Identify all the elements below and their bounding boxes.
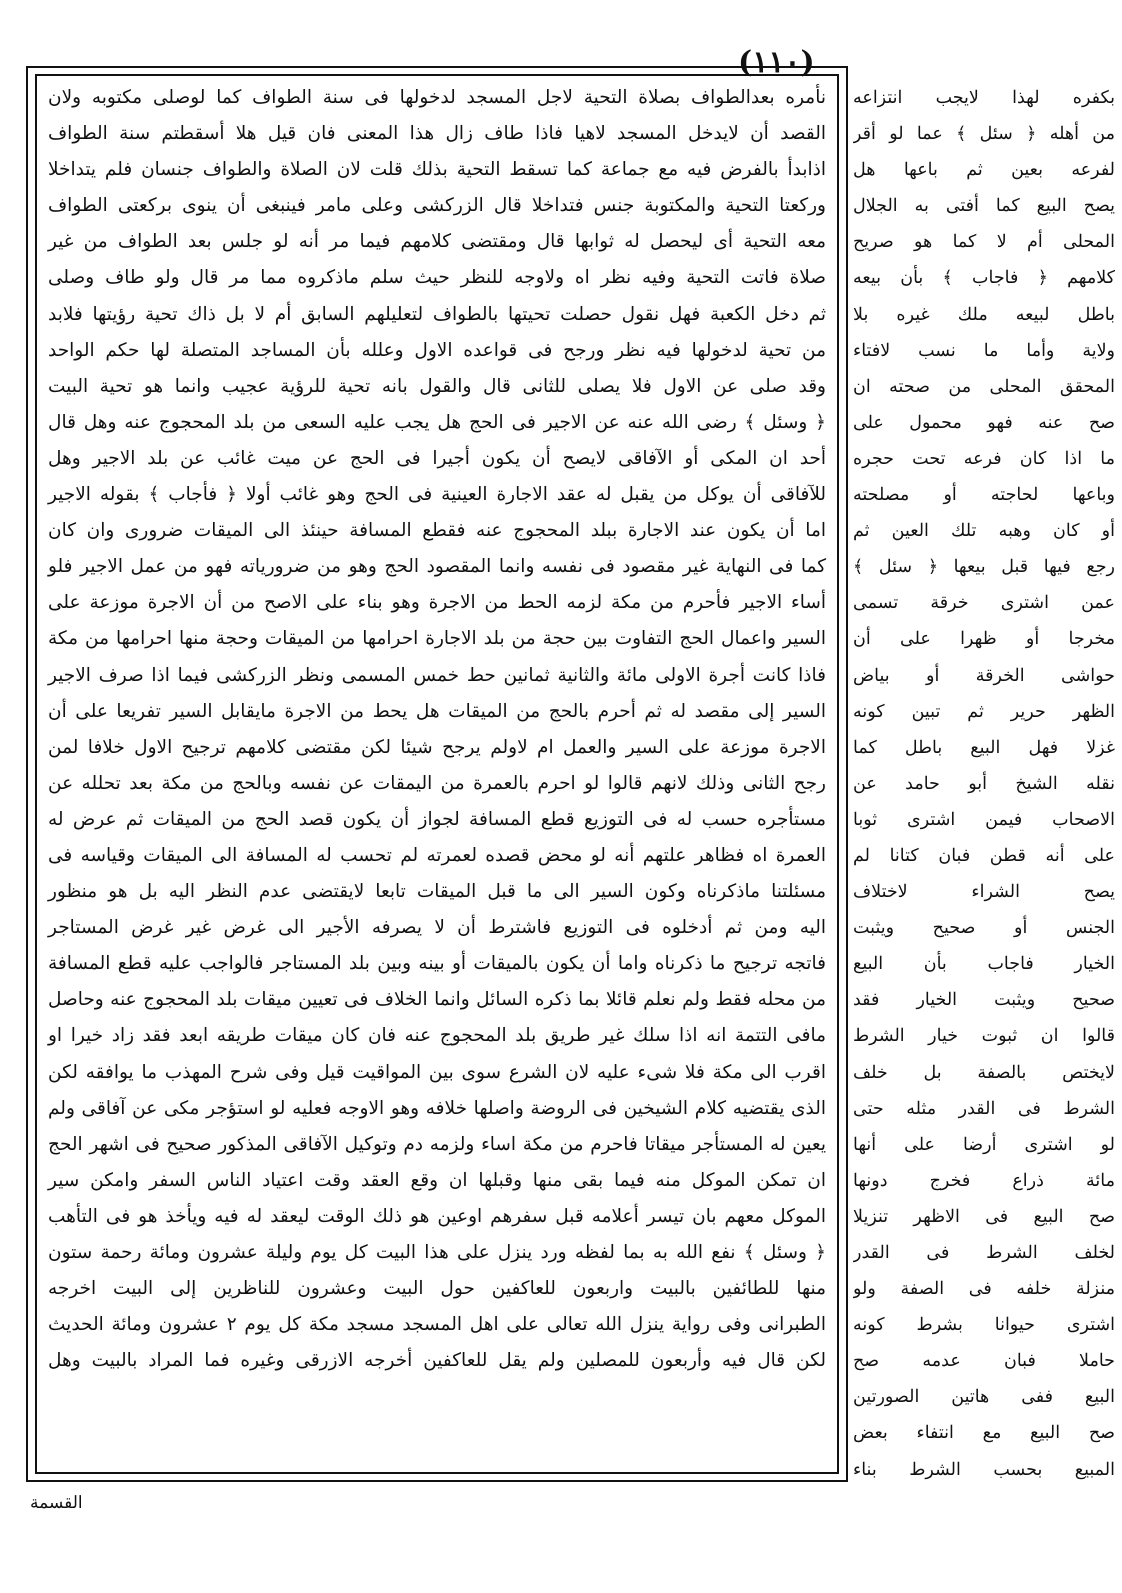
page-number: (١١٠) <box>738 45 815 80</box>
margin-text-line: صح البيع مع انتفاء بعض <box>853 1423 1115 1444</box>
margin-text-line: الجنس أو صحيح ويثبت <box>853 918 1115 939</box>
margin-text-line: الشرط فى القدر مثله حتى <box>853 1098 1115 1119</box>
main-text-line: فاتجه ترجيح ما ذكرناه واما أن يكون بالميقات أو بينه وبين بلد المستاجر فالواجب عليه قطع المسافة <box>48 953 826 975</box>
margin-text-line: أو كان وهبه تلك العين ثم <box>853 521 1115 542</box>
margin-text-line: لو اشترى أرضا على أنها <box>853 1134 1115 1155</box>
main-text-line: اليه ومن ثم أدخلوه فى التوزيع فاشترط أن لا يصرفه الأجير الى غرض غير غرض المستاجر <box>48 917 826 939</box>
main-text-line: للآفاقى أن يوكل من يقبل له عقد الاجارة العينية فى الحج وهو غائب أولا ﴿ فأجاب ﴾ بقوله الاجير <box>48 484 826 506</box>
margin-text-line: لايختص بالصفة بل خلف <box>853 1062 1115 1083</box>
margin-text-line: يصح البيع كما أفتى به الجلال <box>853 196 1115 217</box>
margin-text-line: يصح الشراء لاختلاف <box>853 882 1115 903</box>
margin-text-line: لخلف الشرط فى القدر <box>853 1243 1115 1263</box>
main-text-line: مستأجره حسب له فى التوزيع قطع المسافة لجواز أن يكون قصد الحج من الميقات ثم عرض له <box>48 808 826 830</box>
main-text-line: أساء الاجير فأحرم من مكة لزمه الحط من الاجرة وهو بناء على الاصح من أن الاجرة موزعة على <box>48 592 826 614</box>
margin-text-line: مائة ذراع فخرج دونها <box>853 1170 1115 1191</box>
main-text-line: الطبرانى وفى رواية ينزل الله تعالى على اهل المسجد مسجد مكة كل يوم ٢ عشرون ومائة الحديث <box>48 1314 827 1336</box>
main-text-line: ان تمكن الموكل منه فيما بقى منها وقبلها ان وقع العقد وقت اعتياد الناس السفر وامكن سير <box>48 1169 826 1191</box>
main-text-line: من محله فقط ولم نعلم قائلا بما ذكره السائل وانما الخلاف فى تعيين ميقات بلد المحجوج عنه وحاصل <box>48 989 826 1011</box>
main-text-line: رجح الثانى وذلك لانهم قالوا لو احرم بالعمرة من اليمقات عن نفسه وبالحج من مكة بعد تحلله عن <box>48 772 826 794</box>
main-text-line: أحد ان المكى أو الآفاقى لايصح أن يكون أجيرا فى الحج عن ميت غائب عن بلد الاجير وهل <box>48 447 826 469</box>
main-text-line: لكن قال فيه وأربعون للمصلين ولم يقل للعاكفين أخرجه الازرقى وغيره فما المراد بالبيت وهل <box>48 1350 826 1372</box>
catchword: القسمة <box>30 1493 83 1513</box>
margin-text-line: وباعها لحاجته أو مصلحته <box>853 485 1115 506</box>
main-text-line: ﴿ وسئل ﴾ رضى الله عنه عن الاجير فى الحج هل يجب عليه السعى من بلد المحجوج عنه وهل قال <box>48 411 826 433</box>
main-text-line: منها للطائفين بالبيت واربعون للعاكفين حول البيت وعشرون للناظرين إلى البيت اخرجه <box>48 1278 826 1300</box>
margin-text-line: ما اذا كان فرعه تحت حجره <box>853 448 1115 469</box>
main-text-line: السير واعمال الحج التفاوت بين حجة من بلد الاجارة احرامها من الميقات وحجة منها احرامها من مكة <box>48 628 826 650</box>
margin-text-line: نقله الشيخ أبو حامد عن <box>853 773 1115 794</box>
margin-text-line: المحلى أم لا كما هو صريح <box>853 232 1115 253</box>
main-text-line: ﴿ وسئل ﴾ نفع الله به بما لفظه ورد ينزل على هذا البيت كل يوم وليلة عشرون ومائة رحمة ستون <box>48 1242 826 1263</box>
margin-text-line: من أهله ﴿ سئل ﴾ عما لو أقر <box>853 124 1115 145</box>
main-text-column <box>40 80 834 1472</box>
main-text-line: اما أن يكون عند الاجارة ببلد المحجوج عنه فقطع المسافة حينئذ الى الميقات ضرورى وان كان <box>48 520 826 542</box>
main-text-line: وقد صلى عن الاول فلا يصلى للثانى قال والقول بانه تحية للرؤية عجيب وانما هو تحية البيت <box>48 375 826 397</box>
main-text-line: العمرة اه فظاهر علتهم أنه لو محض قصده لعمرته لم تحسب له المسافة الى الميقات وقياسه فى <box>48 844 826 866</box>
main-text-line: اذابدأ بالفرض فيه مع جماعة كما تسقط التحية بذلك قلت لان الصلاة والطواف جنسان فلم يتداخلا <box>48 159 826 181</box>
margin-text-line: لفرعه بعين ثم باعها هل <box>853 160 1115 181</box>
margin-text-line: قالوا ان ثبوت خيار الشرط <box>853 1026 1115 1047</box>
margin-text-line: على أنه قطن فبان كتانا لم <box>853 845 1115 866</box>
margin-text-line: حاملا فبان عدمه صح <box>853 1351 1115 1372</box>
margin-text-line: بكفره لهذا لايجب انتزاعه <box>853 88 1115 108</box>
main-text-line: مافى التتمة انه اذا سلك غير طريق بلد المحجوج عنه فان كان ميقات طريقه ابعد فقد زاد خيرا او <box>48 1025 826 1047</box>
main-text-line: ثم دخل الكعبة فهل نقول حصلت تحيتها بالطواف لتعليلهم السابق أم لا بل ذاك تحية رؤيتها فلابد <box>48 303 826 325</box>
margin-text-line: الاصحاب فيمن اشترى ثوبا <box>853 809 1115 830</box>
margin-text-line: الظهر حرير ثم تبين كونه <box>853 701 1115 722</box>
margin-text-line: البيع ففى هاتين الصورتين <box>853 1387 1115 1408</box>
main-text-line: يعين له المستأجر ميقاتا فاحرم من مكة اساء ولزمه دم وتوكيل الآفاقى المذكور صحيح فى اشهر الحج <box>48 1133 826 1155</box>
margin-text-line: صح عنه فهو محمول على <box>853 412 1115 433</box>
margin-text-line: منزلة خلفه فى الصفة ولو <box>853 1279 1115 1300</box>
margin-text-line: باطل لبيعه ملك غيره بلا <box>853 304 1115 325</box>
main-text-line: مسئلتنا ماذكرناه وكون السير الى ما قبل الميقات تابعا لايقتضى عدم النظر اليه بل هو منظور <box>48 881 826 903</box>
main-text-line: الاجرة موزعة على السير والعمل ام لاولم يرجح شيئا لكن مقتضى كلامهم ترجيح الاول خلافا لمن <box>48 736 826 758</box>
main-text-line: كما فى النهاية غير مقصود فى نفسه وانما المقصود الحج وهو من ضرورياته فهو من عمل الاجير فلو <box>48 556 826 578</box>
main-text-line: معه التحية أى ليحصل له ثوابها قال ومقتضى كلامهم فيما مر أنه لو جلس بعد الطواف من غير <box>48 231 826 253</box>
main-text-line: نأمره بعدالطواف بصلاة التحية لاجل المسجد لدخولها فى سنة الطواف كما لوصلى مكتوبه ولان <box>48 87 826 108</box>
margin-text-line: الخيار فاجاب بأن البيع <box>853 954 1115 975</box>
margin-text-line: كلامهم ﴿ فاجاب ﴾ بأن بيعه <box>853 268 1115 289</box>
main-text-line: الموكل معهم بان تيسر أعلامه قبل سفرهم اوعين هو ذلك الوقت ليعقد له فيه ويأخذ هو فى التأهب <box>48 1205 826 1227</box>
main-text-line: السير إلى مقصد له ثم أحرم بالحج من الميقات هل يحط من الاجرة مايقابل السير تفريعا على أن <box>48 700 826 722</box>
margin-text-line: المحقق المحلى من صحته ان <box>853 376 1115 397</box>
main-text-line: اقرب الى مكة فلا شىء عليه لان الشرع سوى بين المواقيت قيل وفى شرح المهذب ما يوافقه لكن <box>48 1061 826 1083</box>
margin-text-line: حواشى الخرقة أو بياض <box>853 665 1115 686</box>
main-text-line: وركعتا التحية والمكتوبة جنس فتداخلا قال الزركشى وعلى مامر فينبغى أن ينوى بركعتى الطواف <box>48 195 826 217</box>
margin-text-line: عمن اشترى خرقة تسمى <box>853 593 1115 614</box>
margin-text-line: صحيح ويثبت الخيار فقد <box>853 990 1115 1011</box>
main-text-line: فاذا كانت أجرة الاولى مائة والثانية ثمانين حط خمس المسمى ونظر الزركشى فيما اذا صرف الاجير <box>48 664 826 686</box>
main-text-line: صلاة فاتت التحية وفيه نظر اه ولاوجه للنظر حيث سلم ماذكروه مما مر قال ولو طاف وصلى <box>48 267 826 289</box>
main-text-line: من تحية لدخولها فيه نظر ورجح فى قواعده الاول وعلله بأن المساجد المتصلة لها حكم الواحد <box>48 339 826 361</box>
margin-text-line: المبيع بحسب الشرط بناء <box>853 1459 1115 1480</box>
margin-text-line: غزلا فهل البيع باطل كما <box>853 737 1115 758</box>
margin-text-line: ولاية وأما ما نسب لافتاء <box>853 340 1115 361</box>
margin-text-line: صح البيع فى الاظهر تنزيلا <box>853 1206 1115 1227</box>
margin-commentary-column <box>853 80 1115 1520</box>
main-text-line: القصد أن لايدخل المسجد لاهيا فاذا طاف زال هذا المعنى فان قيل هلا أسقطتم سنة الطواف <box>48 123 826 145</box>
margin-text-line: رجع فيها قبل بيعها ﴿ سئل ﴾ <box>853 557 1115 578</box>
margin-text-line: مخرجا أو ظهرا على أن <box>853 629 1115 650</box>
margin-text-line: اشترى حيوانا بشرط كونه <box>853 1315 1115 1336</box>
main-text-line: الذى يقتضيه كلام الشيخين فى الروضة واصلها خلافه وهو الاوجه فعليه لو استؤجر مكى عن آفاقى ولم <box>48 1097 826 1119</box>
